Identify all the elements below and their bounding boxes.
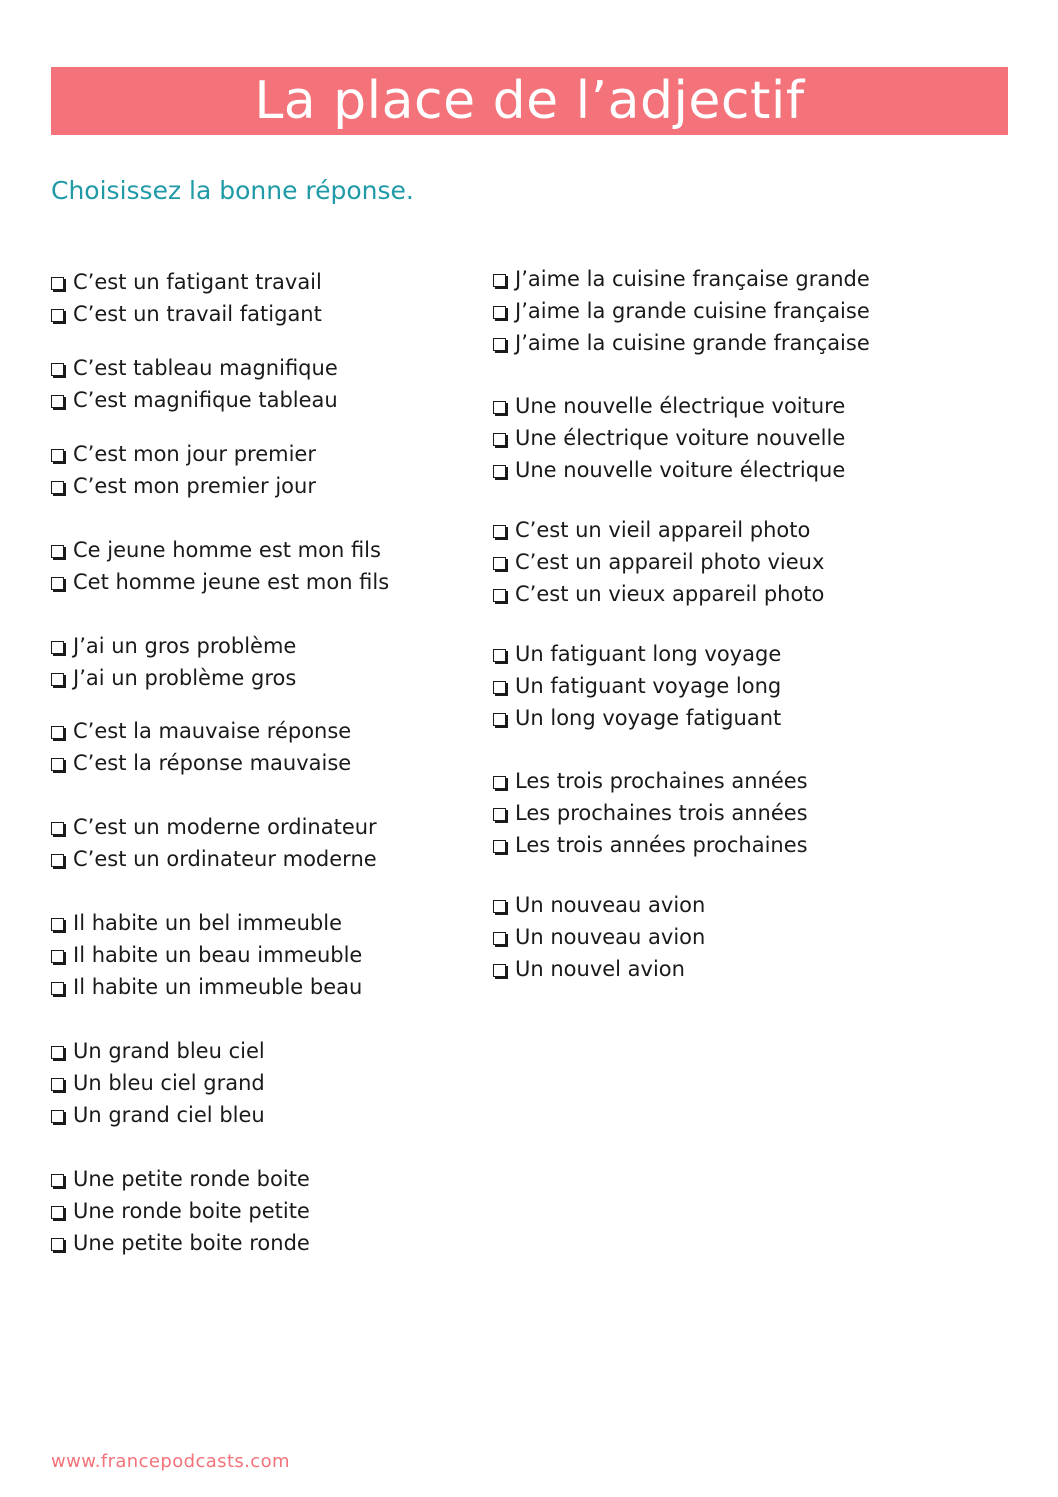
answer-label: Un fatiguant voyage long [515,674,782,698]
answer-label: C’est tableau magnifique [73,356,338,380]
checkbox-icon[interactable] [493,433,506,446]
checkbox-icon[interactable] [51,1046,64,1059]
answer-label: Une nouvelle électrique voiture [515,394,846,418]
checkbox-icon[interactable] [493,557,506,570]
answer-label: C’est la mauvaise réponse [73,719,352,743]
answer-option[interactable] [51,298,322,330]
page-title: La place de l’adjectif [254,71,805,131]
checkbox-icon[interactable] [51,950,64,963]
checkbox-icon[interactable] [493,338,506,351]
checkbox-icon[interactable] [493,681,506,694]
checkbox-icon[interactable] [493,932,506,945]
answer-label: Il habite un bel immeuble [73,911,342,935]
answer-label: Un long voyage fatiguant [515,706,782,730]
question-group [51,630,296,694]
answer-option[interactable] [51,971,362,1003]
question-group [51,266,322,330]
answer-option[interactable] [51,1099,265,1131]
checkbox-icon[interactable] [51,758,64,771]
answer-option[interactable] [493,702,781,734]
question-group [493,638,781,734]
answer-label: Un nouveau avion [515,893,706,917]
answer-option[interactable] [493,670,781,702]
checkbox-icon[interactable] [51,481,64,494]
checkbox-icon[interactable] [493,589,506,602]
checkbox-icon[interactable] [493,274,506,287]
answer-label: C’est un moderne ordinateur [73,815,377,839]
answer-label: Une ronde boite petite [73,1199,310,1223]
answer-option[interactable] [51,662,296,694]
question-group [51,811,377,875]
answer-option[interactable] [51,907,362,939]
checkbox-icon[interactable] [493,713,506,726]
checkbox-icon[interactable] [493,465,506,478]
answer-option[interactable] [51,747,351,779]
answer-label: J’aime la cuisine française grande [515,267,870,291]
footer-url[interactable]: www.francepodcasts.com [51,1451,290,1472]
answer-option[interactable] [51,630,296,662]
checkbox-icon[interactable] [51,277,64,290]
answer-label: C’est mon jour premier [73,442,316,466]
answer-label: C’est un fatigant travail [73,270,322,294]
answer-option[interactable] [51,1227,310,1259]
question-group [51,352,338,416]
answer-label: Une électrique voiture nouvelle [515,426,846,450]
answer-label: C’est un vieil appareil photo [515,518,811,542]
answer-option[interactable] [51,534,389,566]
answer-option[interactable] [51,939,362,971]
answer-option[interactable] [493,295,870,327]
checkbox-icon[interactable] [51,1238,64,1251]
answer-label: J’aime la cuisine grande française [515,331,870,355]
checkbox-icon[interactable] [51,395,64,408]
checkbox-icon[interactable] [51,309,64,322]
answer-label: Un nouvel avion [515,957,685,981]
checkbox-icon[interactable] [51,449,64,462]
checkbox-icon[interactable] [493,808,506,821]
answer-label: Les trois années prochaines [515,833,808,857]
checkbox-icon[interactable] [493,401,506,414]
checkbox-icon[interactable] [493,776,506,789]
checkbox-icon[interactable] [493,840,506,853]
checkbox-icon[interactable] [51,641,64,654]
answer-label: C’est un travail fatigant [73,302,322,326]
answer-label: Un fatiguant long voyage [515,642,782,666]
answer-label: J’ai un problème gros [73,666,297,690]
checkbox-icon[interactable] [493,306,506,319]
answer-label: J’ai un gros problème [73,634,297,658]
answer-option[interactable] [51,1163,310,1195]
answer-label: Un bleu ciel grand [73,1071,265,1095]
answer-option[interactable] [51,266,322,298]
checkbox-icon[interactable] [51,1206,64,1219]
answer-label: Un grand bleu ciel [73,1039,265,1063]
answer-option[interactable] [51,438,316,470]
instruction: Choisissez la bonne réponse. [51,176,414,205]
checkbox-icon[interactable] [51,673,64,686]
answer-option[interactable] [493,921,705,953]
answer-option[interactable] [51,566,389,598]
answer-label: Une petite ronde boite [73,1167,310,1191]
checkbox-icon[interactable] [51,982,64,995]
answer-label: Il habite un beau immeuble [73,943,363,967]
answer-option[interactable] [493,263,870,295]
answer-label: C’est un vieux appareil photo [515,582,825,606]
checkbox-icon[interactable] [51,1110,64,1123]
checkbox-icon[interactable] [51,918,64,931]
answer-label: Cet homme jeune est mon fils [73,570,390,594]
answer-label: Ce jeune homme est mon fils [73,538,381,562]
checkbox-icon[interactable] [51,545,64,558]
question-group [51,1163,310,1259]
answer-option[interactable] [51,1035,265,1067]
answer-option[interactable] [51,1195,310,1227]
answer-label: Un grand ciel bleu [73,1103,265,1127]
checkbox-icon[interactable] [51,577,64,590]
answer-label: J’aime la grande cuisine française [515,299,870,323]
answer-label: C’est mon premier jour [73,474,316,498]
checkbox-icon[interactable] [51,1174,64,1187]
answer-option[interactable] [51,352,338,384]
answer-label: Une nouvelle voiture électrique [515,458,846,482]
question-group [493,514,824,610]
answer-option[interactable] [493,578,824,610]
question-group [51,438,316,502]
question-group [493,765,808,861]
answer-option[interactable] [493,454,845,486]
answer-label: C’est magnifique tableau [73,388,338,412]
question-group [51,715,351,779]
checkbox-icon[interactable] [51,1078,64,1091]
checkbox-icon[interactable] [493,649,506,662]
answer-option[interactable] [493,829,808,861]
answer-label: Un nouveau avion [515,925,706,949]
question-group [51,534,389,598]
answer-label: C’est un ordinateur moderne [73,847,377,871]
question-group [51,1035,265,1131]
answer-label: C’est un appareil photo vieux [515,550,825,574]
answer-option[interactable] [493,953,705,985]
checkbox-icon[interactable] [493,525,506,538]
answer-option[interactable] [493,327,870,359]
checkbox-icon[interactable] [493,964,506,977]
answer-option[interactable] [51,1067,265,1099]
answer-option[interactable] [493,889,705,921]
answer-option[interactable] [493,514,824,546]
answer-option[interactable] [493,638,781,670]
checkbox-icon[interactable] [51,822,64,835]
answer-label: Il habite un immeuble beau [73,975,363,999]
question-group [51,907,362,1003]
question-group [493,889,705,985]
answer-option[interactable] [493,765,808,797]
checkbox-icon[interactable] [51,363,64,376]
answer-option[interactable] [51,843,377,875]
answer-option[interactable] [51,470,316,502]
answer-option[interactable] [493,546,824,578]
question-group [493,390,845,486]
answer-option[interactable] [51,811,377,843]
answer-label: Les prochaines trois années [515,801,808,825]
answer-option[interactable] [493,797,808,829]
checkbox-icon[interactable] [493,900,506,913]
title-banner [51,67,1008,135]
answer-label: Les trois prochaines années [515,769,808,793]
answer-label: C’est la réponse mauvaise [73,751,352,775]
checkbox-icon[interactable] [51,854,64,867]
answer-option[interactable] [51,384,338,416]
answer-label: Une petite boite ronde [73,1231,310,1255]
answer-option[interactable] [493,422,845,454]
question-group [493,263,870,359]
answer-option[interactable] [51,715,351,747]
answer-option[interactable] [493,390,845,422]
checkbox-icon[interactable] [51,726,64,739]
